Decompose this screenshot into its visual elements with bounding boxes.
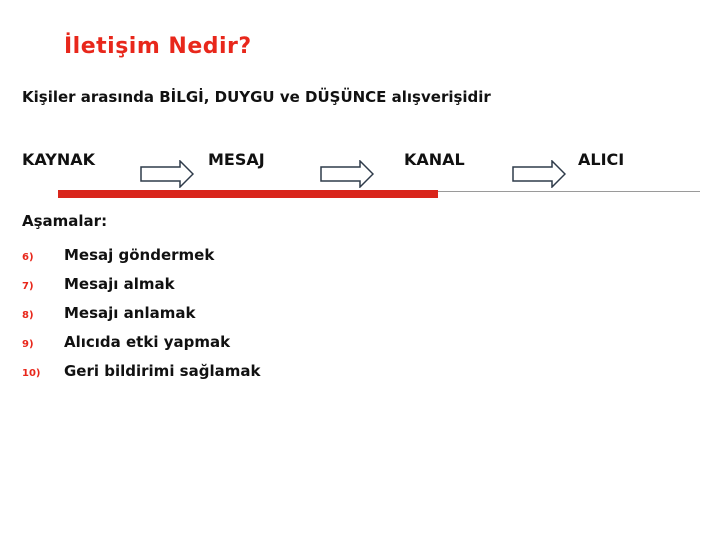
right-arrow-icon bbox=[512, 160, 566, 188]
flow-source-label: KAYNAK bbox=[22, 150, 96, 169]
divider-line bbox=[438, 191, 700, 192]
slide-title: İletişim Nedir? bbox=[64, 34, 252, 59]
list-item-text: Geri bildirimi sağlamak bbox=[64, 362, 261, 380]
slide-subtitle: Kişiler arasında BİLGİ, DUYGU ve DÜŞÜNCE alışverişidir bbox=[22, 88, 491, 106]
flow-channel-label: KANAL bbox=[404, 150, 465, 169]
right-arrow-icon bbox=[140, 160, 194, 188]
list-item-number: 10) bbox=[22, 368, 41, 379]
list-item-number: 9) bbox=[22, 339, 34, 350]
stages-heading: Aşamalar: bbox=[22, 212, 108, 230]
list-item-number: 7) bbox=[22, 281, 34, 292]
flow-message-label: MESAJ bbox=[208, 150, 265, 169]
flow-receiver-label: ALICI bbox=[578, 150, 625, 169]
list-item-text: Alıcıda etki yapmak bbox=[64, 333, 231, 351]
divider-accent bbox=[58, 190, 438, 198]
list-item-number: 8) bbox=[22, 310, 34, 321]
right-arrow-icon bbox=[320, 160, 374, 188]
list-item-text: Mesaj göndermek bbox=[64, 246, 215, 264]
list-item-text: Mesajı almak bbox=[64, 275, 175, 293]
list-item-number: 6) bbox=[22, 252, 34, 263]
list-item-text: Mesajı anlamak bbox=[64, 304, 196, 322]
